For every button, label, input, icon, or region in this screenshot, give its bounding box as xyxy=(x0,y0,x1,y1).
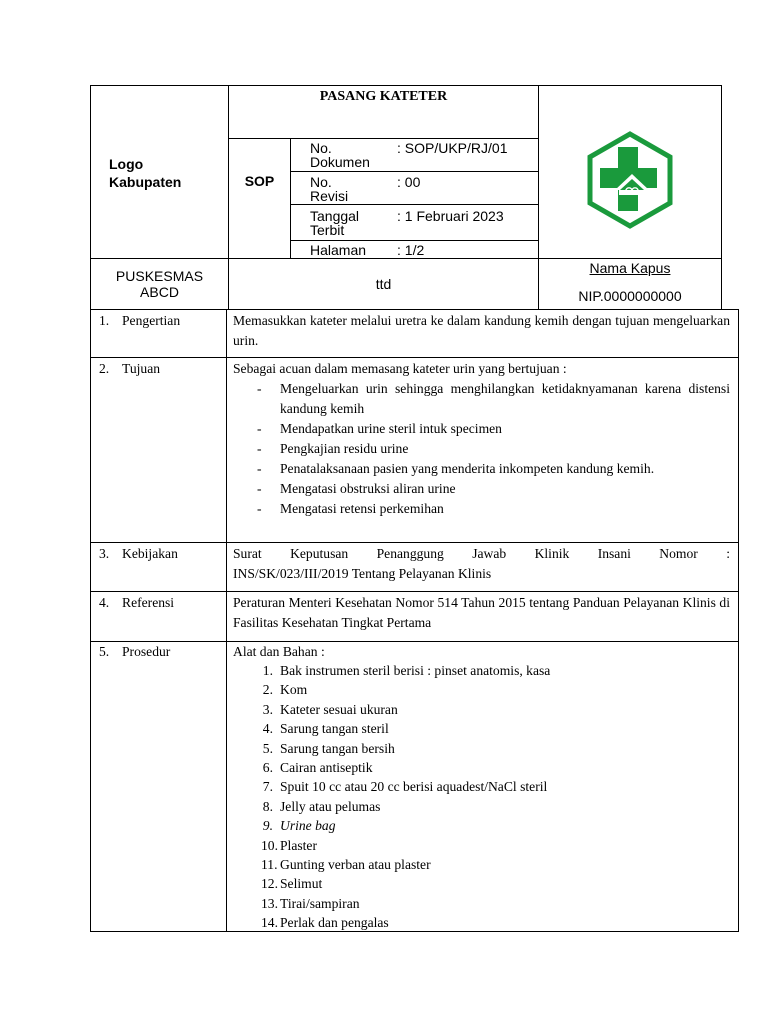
section-pengertian-label-cell xyxy=(90,309,227,358)
section-referensi-content xyxy=(226,591,739,642)
meta-row-revisi xyxy=(290,171,539,205)
section-kebijakan-label-cell xyxy=(90,542,227,592)
list-item xyxy=(233,797,730,816)
tujuan-list xyxy=(233,379,730,519)
meta-row-tanggal xyxy=(290,204,539,241)
section-prosedur-label-cell xyxy=(90,641,227,932)
item-number: 12. xyxy=(261,876,278,892)
list-item xyxy=(233,894,730,913)
section-tujuan-content xyxy=(226,357,739,543)
meta-value: : 00 xyxy=(397,174,421,190)
list-item xyxy=(233,913,730,932)
logo-placeholder xyxy=(109,155,181,191)
section-kebijakan-content xyxy=(226,542,739,592)
meta-label: Halaman xyxy=(310,242,367,258)
prosedur-list xyxy=(233,661,730,933)
section-number: 2. xyxy=(99,361,110,376)
meta-row-halaman xyxy=(290,240,539,259)
list-item xyxy=(233,777,730,796)
item-number: 3. xyxy=(262,701,273,717)
puskesmas-cell xyxy=(90,258,229,310)
item-number: 4. xyxy=(262,721,273,737)
kebijakan-line1: Surat Keputusan Penanggung Jawab Klinik Insani Nomor : xyxy=(233,546,730,561)
kapus-name: Nama Kapus xyxy=(589,260,671,276)
item-text: Plaster xyxy=(280,837,317,853)
list-item xyxy=(233,816,730,835)
meta-value: : SOP/UKP/RJ/01 xyxy=(397,140,508,156)
puskesmas-line1: PUSKESMAS xyxy=(115,268,204,284)
meta-value: : 1 Februari 2023 xyxy=(397,208,504,224)
puskesmas-line2: ABCD xyxy=(140,284,179,300)
list-item xyxy=(233,874,730,893)
list-item xyxy=(233,739,730,758)
section-tujuan-label-cell xyxy=(90,357,227,543)
section-label: Pengertian xyxy=(122,313,181,328)
meta-label: Tanggal Terbit xyxy=(310,208,360,238)
section-prosedur-content xyxy=(226,641,739,932)
item-text: Sarung tangan steril xyxy=(280,721,389,737)
page-title: PASANG KATETER xyxy=(319,89,448,104)
item-number: 9. xyxy=(262,818,273,834)
list-item: - Mengeluarkan urin sehingga menghilangkan ketidaknyamanan karena distensi kandung kemih xyxy=(233,379,730,419)
list-item xyxy=(233,661,730,680)
item-number: 5. xyxy=(262,740,273,756)
item-text: Kom xyxy=(280,682,308,698)
item-text: Sarung tangan bersih xyxy=(280,740,395,756)
section-label: Referensi xyxy=(122,595,175,610)
list-item xyxy=(233,836,730,855)
item-text: Tirai/sampiran xyxy=(280,895,360,911)
emblem-cell xyxy=(538,85,722,259)
item-number: 14. xyxy=(261,915,278,931)
meta-row-dokumen xyxy=(290,138,539,172)
list-item: - Mengatasi obstruksi aliran urine xyxy=(233,479,730,499)
item-text: Perlak dan pengalas xyxy=(280,915,389,931)
pengertian-text: Memasukkan kateter melalui uretra ke dalam kandung kemih dengan tujuan mengeluarkan urin. xyxy=(233,313,730,348)
ttd-cell xyxy=(228,258,539,310)
health-emblem-icon xyxy=(585,130,675,230)
kapus-nip: NIP.0000000000 xyxy=(578,288,682,304)
referensi-text: Peraturan Menteri Kesehatan Nomor 514 Tahun 2015 tentang Panduan Pelayanan Klinis di Fasilitas Kesehatan Tingkat Pertama xyxy=(233,595,730,630)
item-text: Selimut xyxy=(280,876,323,892)
prosedur-intro: Alat dan Bahan : xyxy=(233,644,325,659)
title-cell xyxy=(228,85,539,139)
section-number: 5. xyxy=(99,644,110,659)
list-item: - Mengatasi retensi perkemihan xyxy=(233,499,730,519)
list-item: - Penatalaksanaan pasien yang menderita inkompeten kandung kemih. xyxy=(233,459,730,479)
section-label: Kebijakan xyxy=(122,546,178,561)
logo-line2: Kabupaten xyxy=(109,174,182,190)
meta-label: No. Dokumen xyxy=(310,140,370,170)
section-pengertian-content xyxy=(226,309,739,358)
item-number: 11. xyxy=(261,857,278,873)
section-number: 3. xyxy=(99,546,110,561)
list-item xyxy=(233,680,730,699)
logo-line1: Logo xyxy=(109,156,144,172)
item-number: 7. xyxy=(262,779,273,795)
item-text: Jelly atau pelumas xyxy=(280,798,381,814)
item-number: 8. xyxy=(262,798,273,814)
kebijakan-line2: INS/SK/023/III/2019 Tentang Pelayanan Klinis xyxy=(233,566,492,581)
list-item: - Mendapatkan urine steril intuk specimen xyxy=(233,419,730,439)
list-item xyxy=(233,758,730,777)
meta-label: No. Revisi xyxy=(310,174,349,204)
sop-cell xyxy=(228,138,291,259)
item-number: 2. xyxy=(262,682,273,698)
item-number: 10. xyxy=(261,837,278,853)
section-label: Prosedur xyxy=(122,644,171,659)
item-number: 1. xyxy=(262,663,273,678)
signature-placeholder: ttd xyxy=(375,276,392,292)
item-number: 6. xyxy=(262,760,273,776)
logo-cell xyxy=(90,85,229,259)
section-label: Tujuan xyxy=(122,361,161,376)
item-text: Cairan antiseptik xyxy=(280,760,373,776)
list-item xyxy=(233,719,730,738)
item-text: Kateter sesuai ukuran xyxy=(280,701,398,717)
item-text: Spuit 10 cc atau 20 cc berisi aquadest/NaCl steril xyxy=(280,779,548,795)
list-item xyxy=(233,855,730,874)
item-text: Gunting verban atau plaster xyxy=(280,857,431,873)
item-number: 13. xyxy=(261,895,278,911)
tujuan-intro: Sebagai acuan dalam memasang kateter urin yang bertujuan : xyxy=(233,361,567,376)
section-referensi-label-cell xyxy=(90,591,227,642)
item-text: Bak instrumen steril berisi : pinset anatomis, kasa xyxy=(280,663,551,678)
list-item xyxy=(233,700,730,719)
list-item: - Pengkajian residu urine xyxy=(233,439,730,459)
sop-label: SOP xyxy=(244,172,275,189)
item-text: Urine bag xyxy=(280,818,336,834)
kapus-cell xyxy=(538,258,722,310)
section-number: 4. xyxy=(99,595,110,610)
meta-value: : 1/2 xyxy=(397,242,425,258)
section-number: 1. xyxy=(99,313,110,328)
